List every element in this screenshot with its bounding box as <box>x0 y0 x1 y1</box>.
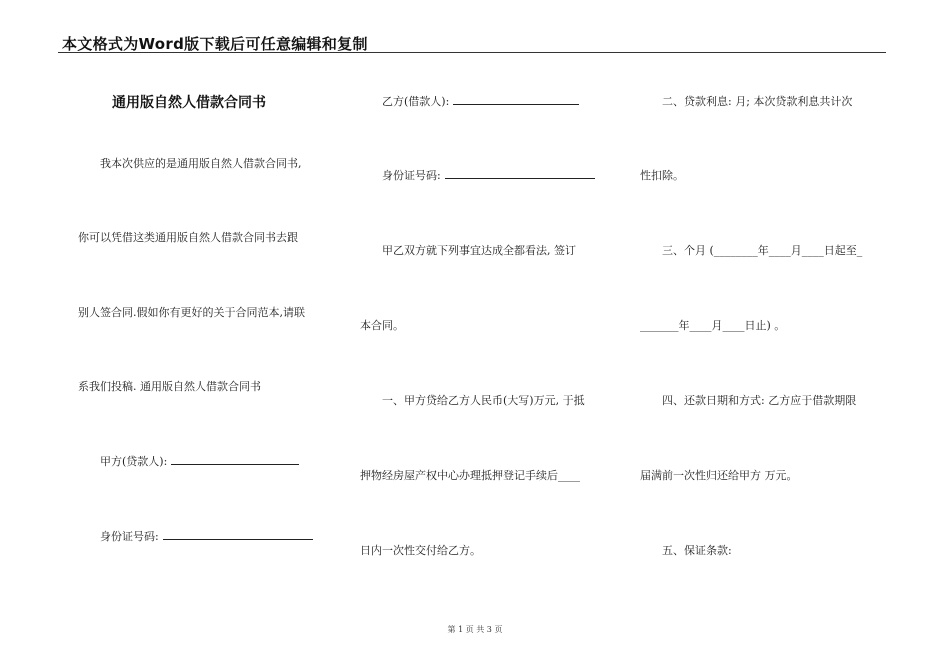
id-number-a-row <box>100 528 313 544</box>
intro-line-4: 系我们投稿. 通用版自然人借款合同书 <box>78 380 261 393</box>
id-number-a-label: 身份证号码: <box>100 530 159 543</box>
clause-2-line-2: 性扣除。 <box>640 169 684 182</box>
document-title: 通用版自然人借款合同书 <box>112 95 266 111</box>
party-a-blank <box>171 454 299 465</box>
party-a-row <box>100 453 299 469</box>
clause-1-line-3: 日内一次性交付给乙方。 <box>360 544 481 557</box>
clause-4-line-2: 届满前一次性归还给甲方 万元。 <box>640 469 798 482</box>
intro-line-1: 我本次供应的是通用版自然人借款合同书, <box>100 157 302 170</box>
intro-line-3: 别人签合同.假如你有更好的关于合同范本,请联 <box>78 306 305 319</box>
id-number-a-blank <box>163 529 313 540</box>
party-a-label: 甲方(贷款人): <box>100 455 168 468</box>
document-header-title: 本文格式为Word版下载后可任意编辑和复制 <box>62 35 368 53</box>
clause-3-line-1: 三、个月 (________年____月____日起至_ <box>662 244 863 257</box>
clause-2-line-1: 二、贷款利息: 月; 本次贷款利息共计次 <box>662 95 853 108</box>
party-b-label: 乙方(借款人): <box>382 95 450 108</box>
clause-5-line-1: 五、保证条款: <box>662 544 732 557</box>
id-number-b-label: 身份证号码: <box>382 169 441 182</box>
agreement-line-2: 本合同。 <box>360 319 404 332</box>
id-number-b-row <box>382 167 595 183</box>
id-number-b-blank <box>445 168 595 179</box>
agreement-line-1: 甲乙双方就下列事宜达成全都看法, 签订 <box>382 244 576 257</box>
clause-3-line-2: _______年____月____日止) 。 <box>640 319 786 332</box>
header-divider <box>58 52 886 53</box>
intro-line-2: 你可以凭借这类通用版自然人借款合同书去跟 <box>78 231 298 244</box>
page-number: 第 1 页 共 3 页 <box>447 625 503 634</box>
party-b-row <box>382 93 579 109</box>
clause-1-line-2: 押物经房屋产权中心办理抵押登记手续后____ <box>360 469 580 482</box>
party-b-blank <box>453 94 579 105</box>
clause-4-line-1: 四、还款日期和方式: 乙方应于借款期限 <box>662 394 857 407</box>
clause-1-line-1: 一、甲方贷给乙方人民币(大写)万元, 于抵 <box>382 394 585 407</box>
